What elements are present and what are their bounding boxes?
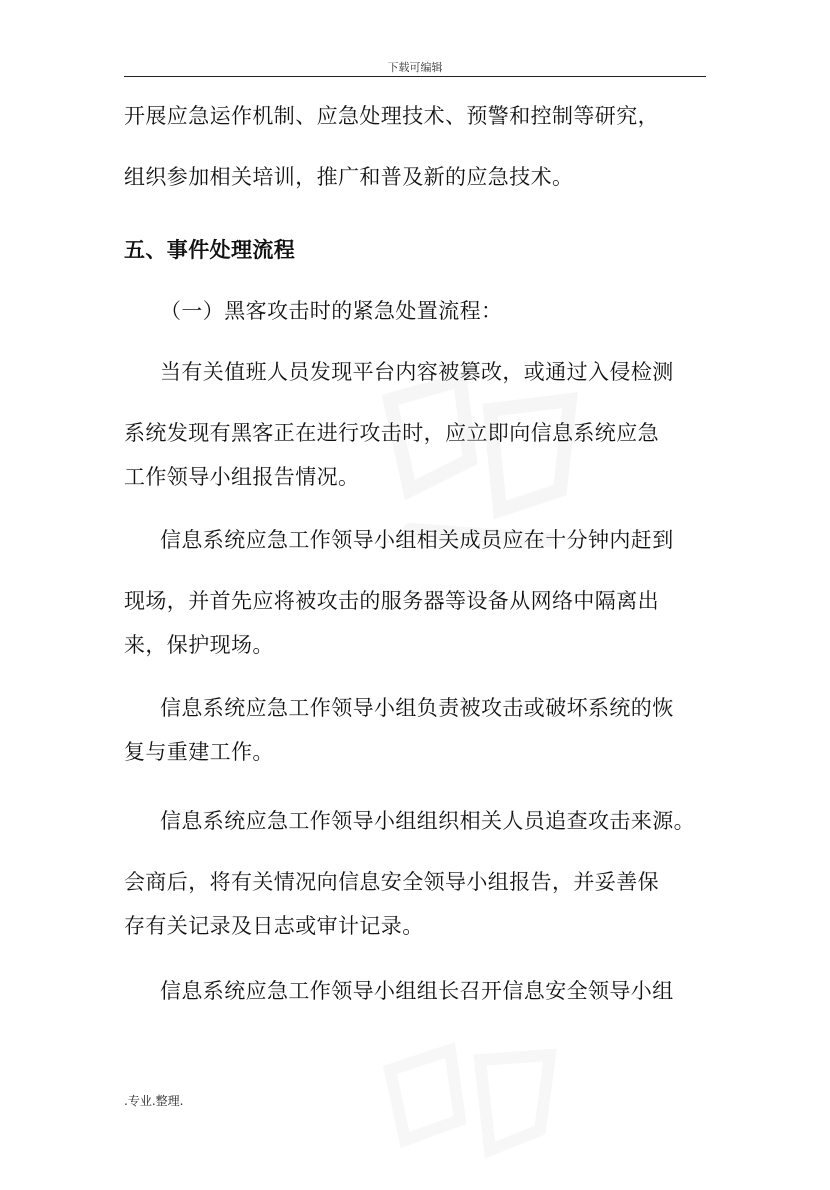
paragraph-line: 信息系统应急工作领导小组组长召开信息安全领导小组: [160, 979, 674, 1003]
watermark-icon: [360, 1010, 580, 1190]
paragraph-line: 复与重建工作。: [124, 740, 274, 764]
paragraph-line: 信息系统应急工作领导小组相关成员应在十分钟内赶到: [160, 528, 674, 552]
paragraph-line: 会商后，将有关情况向信息安全领导小组报告，并妥善保: [124, 870, 659, 894]
paragraph-line: 来，保护现场。: [124, 633, 274, 657]
paragraph-line: 现场，并首先应将被攻击的服务器等设备从网络中隔离出: [124, 589, 659, 613]
continuation-line: 组织参加相关培训，推广和普及新的应急技术。: [124, 165, 574, 189]
subheading: （一）黑客攻击时的紧急处置流程：: [160, 299, 503, 323]
paragraph: [124, 510, 706, 666]
paragraph-line: 信息系统应急工作领导小组负责被攻击或破坏系统的恢: [160, 696, 674, 720]
paragraph-line: 存有关记录及日志或审计记录。: [124, 914, 424, 938]
paragraph: [124, 961, 706, 1022]
section-heading: 五、事件处理流程: [124, 238, 296, 262]
paragraph-line: 信息系统应急工作领导小组组织相关人员追查攻击来源。: [160, 809, 695, 833]
continuation-line: 开展应急运作机制、应急处理技术、预警和控制等研究，: [124, 104, 659, 128]
paragraph-line: 工作领导小组报告情况。: [124, 465, 360, 489]
paragraph-line: 当有关值班人员发现平台内容被篡改，或通过入侵检测: [160, 360, 674, 384]
paragraph: [124, 342, 706, 498]
paragraph: [124, 791, 706, 947]
page-header: 下载可编辑: [387, 61, 443, 74]
paragraph: [124, 678, 706, 773]
page-footer: .专业.整理.: [124, 1094, 184, 1108]
paragraph-line: 系统发现有黑客正在进行攻击时，应立即向信息系统应急: [124, 421, 659, 445]
header-rule: [124, 76, 706, 77]
document-body: [124, 86, 706, 1022]
